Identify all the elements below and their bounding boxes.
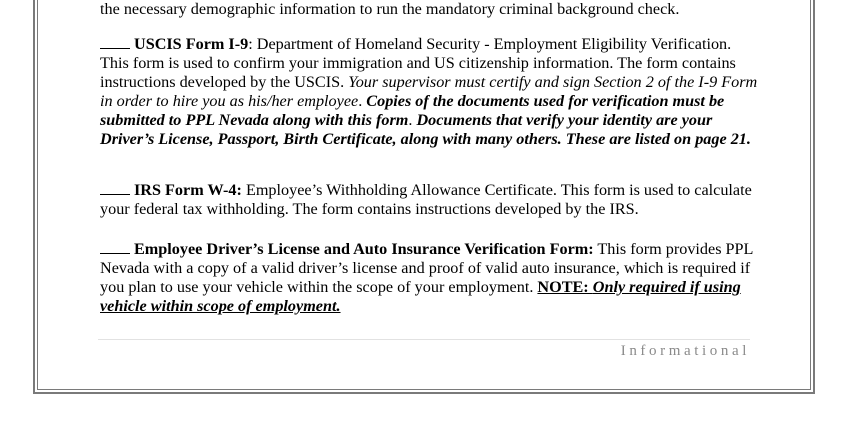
i9-title-colon: : xyxy=(248,35,253,53)
i9-period: . xyxy=(358,92,367,110)
checkbox-blank-w4[interactable] xyxy=(100,180,130,195)
i9-body: Department of Homeland Security - Employment Eligibility Verification. This form is used to confirm your immigration and US citizenship information. The form contains instructions developed by the USCIS. xyxy=(100,35,736,91)
footer-divider xyxy=(98,339,750,340)
i9-supervisor-note: Your supervisor must certify and sign Section 2 of the I-9 Form in order to hire you as his/her employee xyxy=(100,73,758,110)
intro-line: the necessary demographic information to run the mandatory criminal background check. xyxy=(100,0,680,18)
license-title: Employee Driver’s License and Auto Insurance Verification Form: xyxy=(134,240,594,258)
intro-text xyxy=(100,0,760,19)
i9-period2: . xyxy=(408,111,417,129)
checkbox-blank-i9[interactable] xyxy=(100,34,130,49)
license-note-label: NOTE: xyxy=(537,278,593,296)
footer-label: Informational xyxy=(620,343,750,359)
i9-identity-note: Documents that verify your identity are your Driver’s License, Passport, Birth Certificate, along with many others. These are listed on page 21. xyxy=(100,111,751,148)
checklist-item-license xyxy=(100,239,760,316)
checklist-item-i9 xyxy=(100,34,760,149)
i9-title: USCIS Form I-9 xyxy=(134,35,249,53)
checkbox-blank-license[interactable] xyxy=(100,239,130,254)
license-body: This form provides PPL Nevada with a copy of a valid driver’s license and proof of valid auto insurance, which is required if you plan to use your vehicle within the scope of your employment. xyxy=(100,240,753,296)
i9-copies-note: Copies of the documents used for verification must be submitted to PPL Nevada along with this form xyxy=(100,92,725,129)
w4-body: Employee’s Withholding Allowance Certificate. This form is used to calculate your federal tax withholding. The form contains instructions developed by the IRS. xyxy=(100,181,752,218)
w4-title: IRS Form W-4: xyxy=(134,181,242,199)
license-note-text: Only required if using vehicle within scope of employment. xyxy=(100,278,741,315)
checklist-item-w4 xyxy=(100,180,760,219)
